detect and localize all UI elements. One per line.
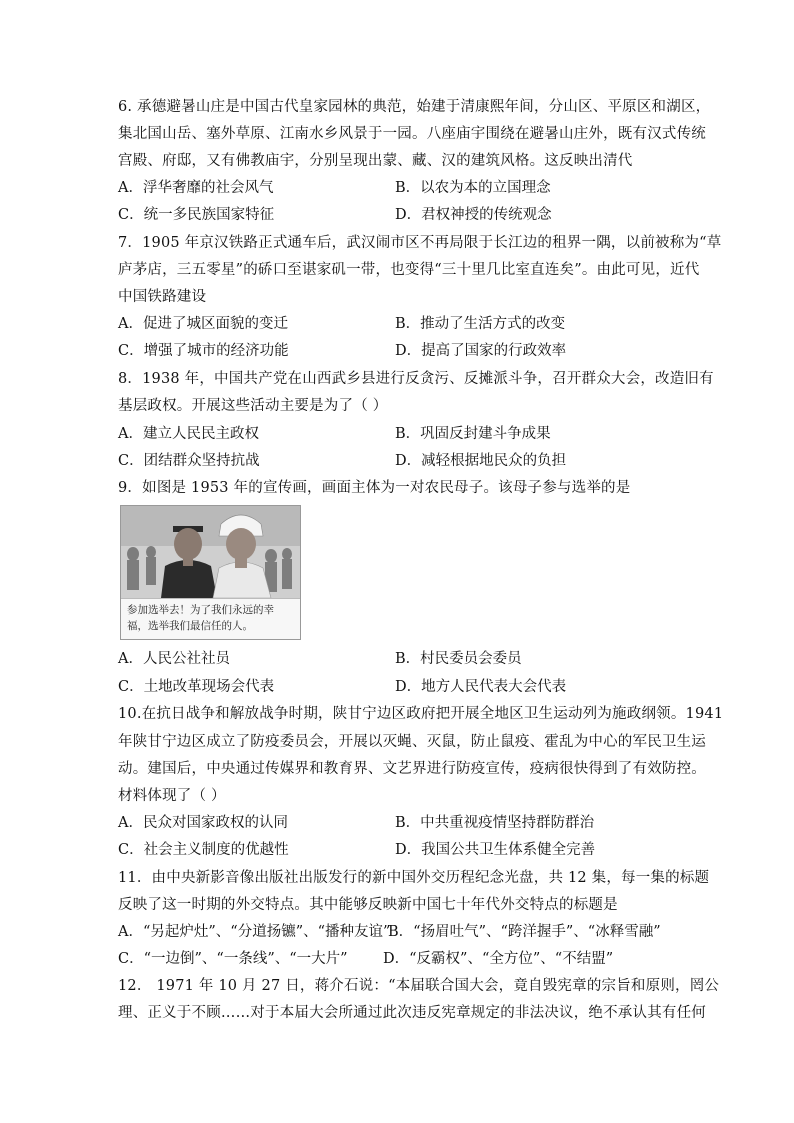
q9-option-c: C．土地改革现场会代表 bbox=[118, 679, 275, 695]
q10-option-d: D．我国公共卫生体系健全完善 bbox=[395, 842, 596, 858]
q7-option-c: C．增强了城市的经济功能 bbox=[118, 343, 289, 359]
q6-option-c: C．统一多民族国家特征 bbox=[118, 207, 275, 223]
q11-option-c: C．“一边倒”、“一条线”、“一大片” bbox=[118, 951, 348, 967]
q9-option-a: A．人民公社社员 bbox=[118, 651, 230, 667]
q7-stem-line-3: 中国铁路建设 bbox=[118, 289, 207, 305]
q8-option-d: D．减轻根据地民众的负担 bbox=[395, 453, 567, 469]
q6-option-d: D．君权神授的传统观念 bbox=[395, 207, 552, 223]
q12-stem-line-1: 12． 1971 年 10 月 27 日，蒋介石说：“本届联合国大会，竟自毁宪章的宗旨和原则，罔公 bbox=[118, 978, 720, 994]
q7-option-a: A．促进了城区面貌的变迁 bbox=[118, 316, 288, 332]
poster-caption: 参加选举去！为了我们永远的幸福，选举我们最信任的人。 bbox=[121, 598, 300, 639]
q6-stem-line-3: 宫殿、府邸，又有佛教庙宇，分别呈现出蒙、藏、汉的建筑风格。这反映出清代 bbox=[118, 153, 633, 169]
q9-stem-line-1: 9．如图是 1953 年的宣传画，画面主体为一对农民母子。该母子参与选举的是 bbox=[118, 480, 631, 496]
propaganda-poster-image bbox=[120, 505, 301, 640]
q8-stem-line-1: 8．1938 年，中国共产党在山西武乡县进行反贪污、反摊派斗争，召开群众大会，改造旧有 bbox=[118, 371, 714, 387]
q9-option-d: D．地方人民代表大会代表 bbox=[395, 679, 567, 695]
q10-stem-line-2: 年陕甘宁边区成立了防疫委员会，开展以灭蝇、灭鼠，防止鼠疫、霍乱为中心的军民卫生运 bbox=[118, 734, 706, 750]
q10-stem-line-3: 动。建国后，中央通过传媒界和教育界、文艺界进行防疫宣传，疫病很快得到了有效防控。 bbox=[118, 761, 706, 777]
q11-option-d: D．“反霸权”、“全方位”、“不结盟” bbox=[383, 951, 614, 967]
q12-stem-line-2: 理、正义于不顾……对于本届大会所通过此次违反宪章规定的非法决议，绝不承认其有任何 bbox=[118, 1005, 706, 1021]
q11-stem-line-1: 11．由中央新影音像出版社出版发行的新中国外交历程纪念光盘，共 12 集，每一集的标题 bbox=[118, 870, 710, 886]
q8-option-b: B．巩固反封建斗争成果 bbox=[395, 426, 551, 442]
q10-option-a: A．民众对国家政权的认同 bbox=[118, 815, 288, 831]
q10-option-c: C．社会主义制度的优越性 bbox=[118, 842, 289, 858]
poster-illustration bbox=[121, 506, 300, 598]
q7-option-b: B．推动了生活方式的改变 bbox=[395, 316, 566, 332]
q6-stem-line-1: 6. 承德避暑山庄是中国古代皇家园林的典范，始建于清康熙年间，分山区、平原区和湖区， bbox=[118, 99, 711, 115]
q7-stem-line-2: 庐茅店，三五零星”的硚口至谌家矶一带，也变得“三十里几比室直连矣”。由此可见，近代 bbox=[118, 262, 700, 278]
q11-option-b: B．“扬眉吐气”、“跨洋握手”、“冰释雪融” bbox=[388, 924, 661, 940]
q6-option-a: A．浮华奢靡的社会风气 bbox=[118, 180, 274, 196]
q11-option-a: A．“另起炉灶”、“分道扬镳”、“播种友谊” bbox=[118, 924, 391, 940]
q8-option-c: C．团结群众坚持抗战 bbox=[118, 453, 260, 469]
q10-stem-line-1: 10.在抗日战争和解放战争时期，陕甘宁边区政府把开展全地区卫生运动列为施政纲领。1941 bbox=[118, 706, 724, 722]
q7-option-d: D．提高了国家的行政效率 bbox=[395, 343, 567, 359]
q11-stem-line-2: 反映了这一时期的外交特点。其中能够反映新中国七十年代外交特点的标题是 bbox=[118, 897, 618, 913]
q6-stem-line-2: 集北国山岳、塞外草原、江南水乡风景于一园。八座庙宇围绕在避暑山庄外，既有汉式传统 bbox=[118, 126, 706, 142]
q8-option-a: A．建立人民民主政权 bbox=[118, 426, 259, 442]
q10-stem-line-4: 材料体现了（ ） bbox=[118, 788, 226, 804]
q6-option-b: B．以农为本的立国理念 bbox=[395, 180, 551, 196]
q8-stem-line-2: 基层政权。开展这些活动主要是为了（ ） bbox=[118, 398, 388, 414]
q7-stem-line-1: 7．1905 年京汉铁路正式通车后，武汉闹市区不再局限于长江边的租界一隅，以前被称为“草 bbox=[118, 235, 722, 251]
q9-option-b: B．村民委员会委员 bbox=[395, 651, 522, 667]
q10-option-b: B．中共重视疫情坚持群防群治 bbox=[395, 815, 595, 831]
